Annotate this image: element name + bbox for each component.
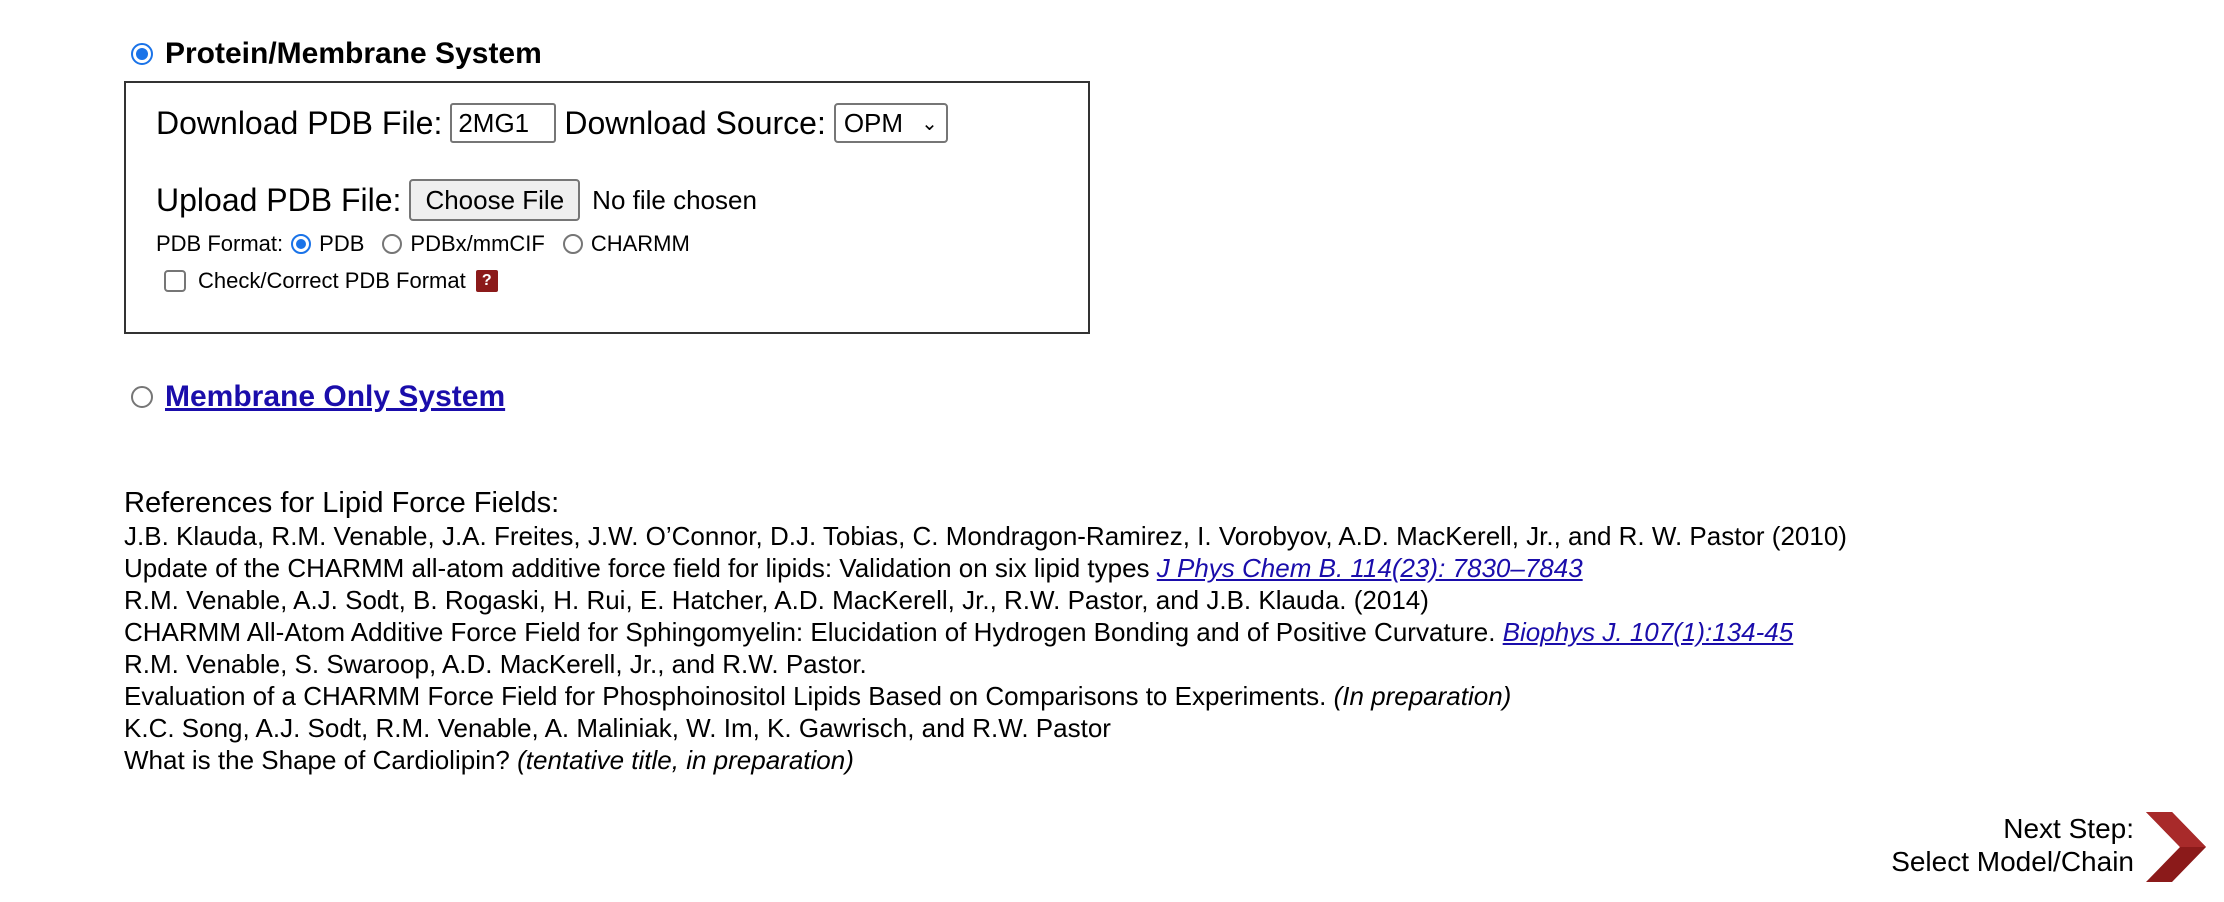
membrane-only-link[interactable]: Membrane Only System: [165, 380, 506, 413]
reference-link-jpcb[interactable]: J Phys Chem B. 114(23): 7830–7843: [1156, 553, 1583, 583]
reference-link-biophys[interactable]: Biophys J. 107(1):134-45: [1502, 617, 1794, 647]
download-row: [156, 103, 948, 143]
membrane-only-option[interactable]: [131, 377, 505, 417]
source-select-value: OPM: [843, 107, 904, 138]
reference-text: K.C. Song, A.J. Sodt, R.M. Venable, A. Maliniak, W. Im, K. Gawrisch, and R.W. Pastor: [124, 713, 1111, 743]
check-format-row: [164, 268, 498, 294]
reference-line: [124, 744, 2024, 776]
protein-membrane-radio[interactable]: [131, 43, 153, 65]
reference-note: (In preparation): [1333, 681, 1512, 711]
reference-line: [124, 552, 2024, 584]
next-step-line2: Select Model/Chain: [1891, 846, 2134, 877]
next-step-line1: Next Step:: [2003, 813, 2134, 844]
source-select[interactable]: [834, 103, 948, 143]
reference-text: What is the Shape of Cardiolipin?: [124, 745, 510, 775]
reference-line: [124, 616, 2024, 648]
format-pdbx-radio[interactable]: [382, 234, 402, 254]
reference-line: [124, 520, 2024, 552]
upload-row: [156, 179, 757, 221]
reference-line: [124, 712, 2024, 744]
protein-membrane-option[interactable]: [131, 34, 542, 74]
reference-line: [124, 584, 2024, 616]
format-charmm-label: CHARMM: [590, 231, 690, 256]
protein-membrane-label: Protein/Membrane System: [165, 37, 542, 70]
next-step-label[interactable]: [1891, 812, 2134, 878]
download-label: Download PDB File:: [156, 104, 443, 141]
format-pdb-radio[interactable]: [291, 234, 311, 254]
reference-text: CHARMM All-Atom Additive Force Field for Sphingomyelin: Elucidation of Hydrogen Bonding and of Positive Curvature.: [124, 617, 1496, 647]
no-file-text: No file chosen: [592, 184, 757, 215]
check-format-label: Check/Correct PDB Format: [198, 268, 466, 293]
reference-line: [124, 648, 2024, 680]
reference-text: R.M. Venable, A.J. Sodt, B. Rogaski, H. Rui, E. Hatcher, A.D. MacKerell, Jr., R.W. Pastor, and J.B. Klauda. (2014): [124, 585, 1429, 615]
reference-text: Evaluation of a CHARMM Force Field for Phosphoinositol Lipids Based on Comparisons to Experiments.: [124, 681, 1327, 711]
choose-file-button[interactable]: Choose File: [409, 179, 580, 221]
chevron-right-icon[interactable]: [2142, 812, 2206, 882]
check-format-checkbox[interactable]: [164, 270, 186, 292]
upload-label: Upload PDB File:: [156, 181, 402, 218]
chevron-down-icon: ⌄: [921, 112, 938, 135]
reference-note: (tentative title, in preparation): [517, 745, 854, 775]
format-charmm-radio[interactable]: [563, 234, 583, 254]
references-heading: References for Lipid Force Fields:: [124, 487, 560, 519]
pdb-format-label: PDB Format:: [156, 231, 284, 256]
format-pdb-label: PDB: [319, 231, 365, 256]
pdb-format-row: [156, 231, 690, 257]
format-pdbx-label: PDBx/mmCIF: [410, 231, 545, 256]
pdb-id-input[interactable]: [450, 103, 556, 143]
pdb-input-panel: [124, 81, 1090, 334]
help-icon[interactable]: ?: [476, 270, 498, 292]
membrane-only-radio[interactable]: [131, 386, 153, 408]
source-label: Download Source:: [564, 104, 826, 141]
reference-text: R.M. Venable, S. Swaroop, A.D. MacKerell, Jr., and R.W. Pastor.: [124, 649, 867, 679]
reference-text: Update of the CHARMM all-atom additive force field for lipids: Validation on six lipid types: [124, 553, 1150, 583]
reference-line: [124, 680, 2024, 712]
reference-text: J.B. Klauda, R.M. Venable, J.A. Freites, J.W. O’Connor, D.J. Tobias, C. Mondragon-Ramirez, I. Vorobyov, A.D. MacKerell, Jr., and R. W. Pastor (2010): [124, 521, 1847, 551]
references-section: [124, 486, 2024, 776]
